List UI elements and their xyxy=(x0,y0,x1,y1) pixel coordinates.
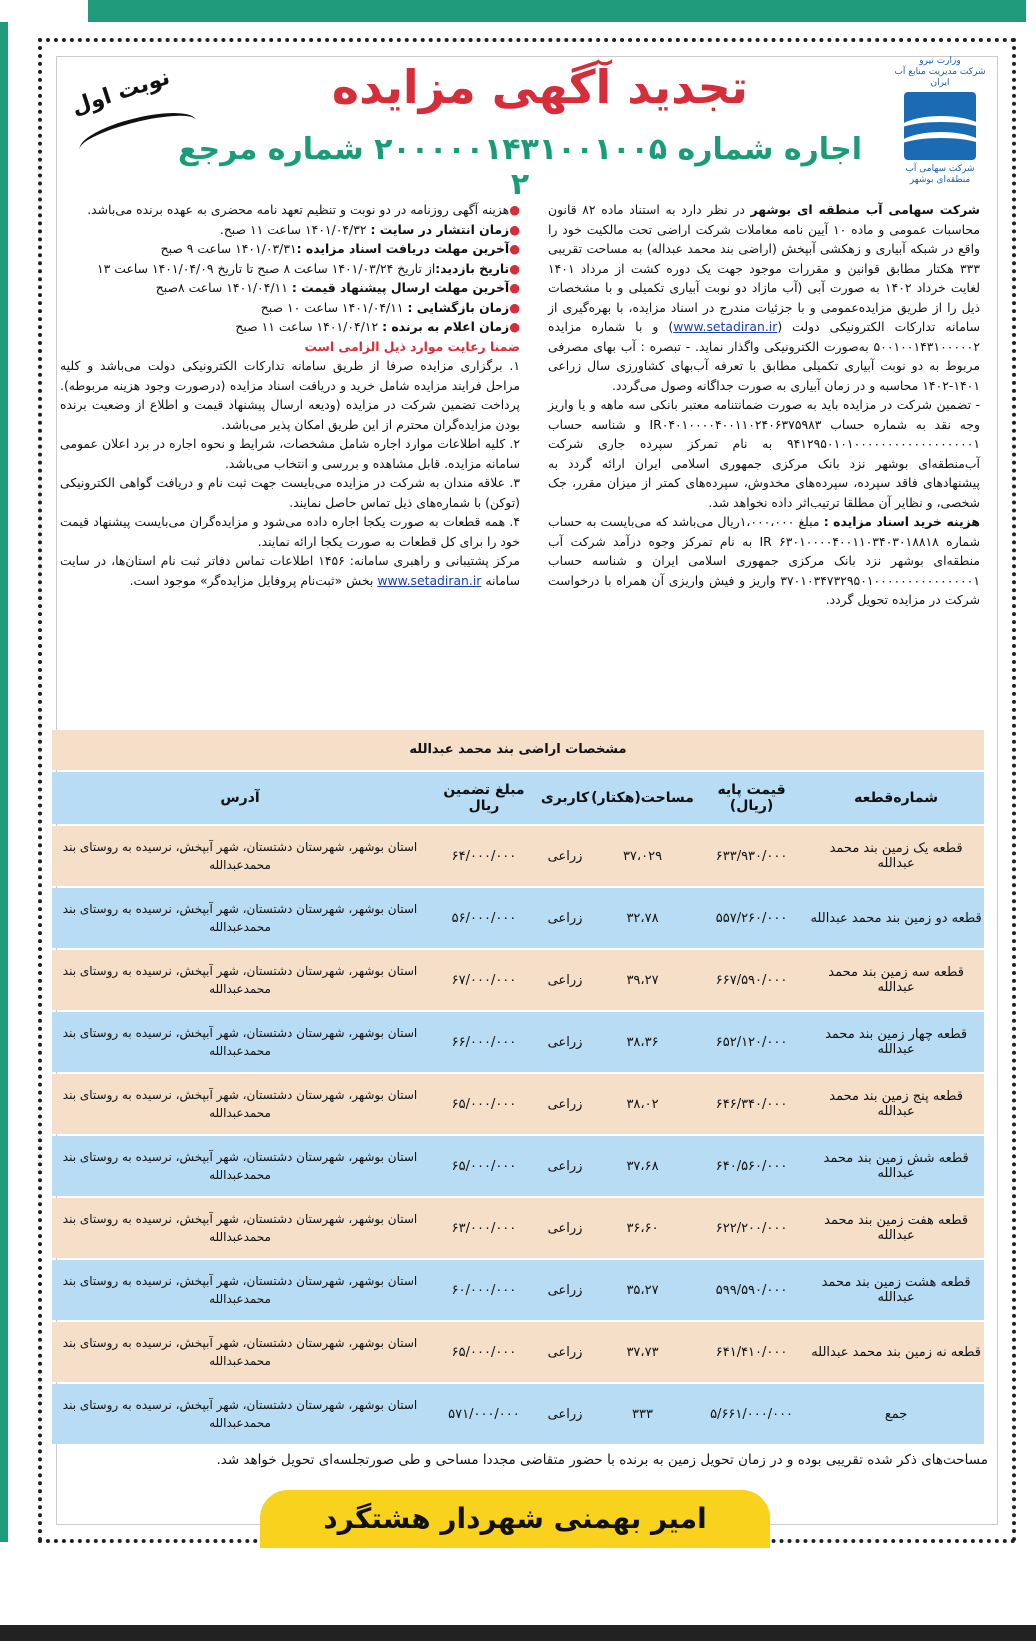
table-cell: قطعه نه زمین بند محمد عبدالله xyxy=(808,1322,984,1382)
opening-time-item: ●زمان بازگشایی : ۱۴۰۱/۰۴/۱۱ ساعت ۱۰ صبح xyxy=(260,299,520,315)
table-cell: ۶۵/۰۰۰/۰۰۰ xyxy=(428,1074,540,1134)
doc-deadline-item: ●آخرین مهلت دریافت اسناد مزایده :۱۴۰۱/۰۳/۳۱ ساعت ۹ صبح xyxy=(160,241,520,256)
table-cell: ۳۳۳ xyxy=(590,1384,695,1444)
table-cell: زراعی xyxy=(540,888,590,948)
ad-cost-item: ●هزینه آگهی روزنامه در دو نوبت و تنظیم تعهد نامه محضری به عهده برنده می‌باشد. xyxy=(87,202,520,217)
table-cell: ۳۹،۲۷ xyxy=(590,950,695,1010)
table-cell: ۵۷۱/۰۰۰/۰۰۰ xyxy=(428,1384,540,1444)
table-row xyxy=(52,1136,984,1196)
table-cell: ۳۷،۷۳ xyxy=(590,1322,695,1382)
table-cell: زراعی xyxy=(540,1322,590,1382)
table-cell: ۶۵۲/۱۲۰/۰۰۰ xyxy=(695,1012,808,1072)
table-cell: ۶۵/۰۰۰/۰۰۰ xyxy=(428,1322,540,1382)
table-cell: قطعه چهار زمین بند محمد عبدالله xyxy=(808,1012,984,1072)
table-cell: ۳۷،۶۸ xyxy=(590,1136,695,1196)
table-cell: ۵۹۹/۵۹۰/۰۰۰ xyxy=(695,1260,808,1320)
table-cell: ۵/۶۶۱/۰۰۰/۰۰۰ xyxy=(695,1384,808,1444)
table-cell: جمع xyxy=(808,1384,984,1444)
notice-heading: ضمنا رعایت موارد ذیل الزامی است xyxy=(304,338,520,354)
bottom-bar xyxy=(0,1625,1036,1641)
table-cell: استان بوشهر، شهرستان دشتستان، شهر آبپخش، نرسیده به روستای بند محمدعبدالله xyxy=(52,1012,428,1072)
nobat-label: نوبت اول xyxy=(68,64,173,121)
page-title: تجدید آگهی مزایده xyxy=(331,60,749,114)
table-cell: استان بوشهر، شهرستان دشتستان، شهر آبپخش، نرسیده به روستای بند محمدعبدالله xyxy=(52,950,428,1010)
table-cell: قطعه شش زمین بند محمد عبدالله xyxy=(808,1136,984,1196)
company-name: شرکت سهامی آب منطقه ای بوشهر xyxy=(750,202,980,217)
bid-deadline-item: ●آخرین مهلت ارسال پیشنهاد قیمت : ۱۴۰۱/۰۴/۱۱ ساعت ۸صبح xyxy=(155,280,520,295)
table-header-cell: کاربری xyxy=(540,772,590,824)
side-accent-bar xyxy=(0,22,8,1542)
table-row xyxy=(52,888,984,948)
table-cell: زراعی xyxy=(540,950,590,1010)
note-2: ۲. کلیه اطلاعات موارد اجاره شامل مشخصات، شرایط و نحوه اجاره در برد اعلان عمومی سامانه مزایده. قابل مشاهده و بررسی و انتخاب می‌باشد. xyxy=(60,436,520,471)
publish-time-item: ●زمان انتشار در سایت : ۱۴۰۱/۰۴/۳۲ ساعت ۱۱ صبح. xyxy=(219,221,520,237)
table-cell: قطعه یک زمین بند محمد عبدالله xyxy=(808,826,984,886)
table-cell: زراعی xyxy=(540,1012,590,1072)
intro-text-end: ) و با شماره مزایده ۵۰۰۱۰۰۱۴۳۱۰۰۰۰۰۲ به‌صورت الکترونیکی واگذار نماید. - تبصره : آب بهای مصرفی مربوط به دو نوبت آبیاری تکمیلی مطابق با تعرفه آب‌بهای کشاورزی سال زراعی ۱۴۰۱-۱۴۰۲ محاسبه و در زمان آبیاری به صورت جداگانه وصول می‌گردد. xyxy=(548,319,980,393)
table-header-row xyxy=(52,772,984,824)
winner-time-item: ●زمان اعلام به برنده : ۱۴۰۱/۰۴/۱۲ ساعت ۱۱ صبح xyxy=(235,319,520,334)
table-row xyxy=(52,1260,984,1320)
table-cell: قطعه هشت زمین بند محمد عبدالله xyxy=(808,1260,984,1320)
table-cell: ۶۳/۰۰۰/۰۰۰ xyxy=(428,1198,540,1258)
note-4: ۴. همه قطعات به صورت یکجا اجاره داده می‌شود و مزایده‌گران می‌بایست پیشنهاد قیمت خود را برای کل قطعات به صورت یکجا ارائه نمایند. xyxy=(60,514,520,549)
table-cell: قطعه سه زمین بند محمد عبدالله xyxy=(808,950,984,1010)
table-cell: ۶۴/۰۰۰/۰۰۰ xyxy=(428,826,540,886)
support-link[interactable]: www.setadiran.ir xyxy=(377,572,482,588)
visit-date-item: ●تاریخ بازدید:از تاریخ ۱۴۰۱/۰۳/۲۴ ساعت ۸ صبح تا تاریخ ۱۴۰۱/۰۴/۰۹ ساعت ۱۳ xyxy=(97,260,520,276)
table-cell: زراعی xyxy=(540,1384,590,1444)
table-cell: زراعی xyxy=(540,826,590,886)
table-cell: ۶۴۶/۳۴۰/۰۰۰ xyxy=(695,1074,808,1134)
logo-bottom-text: شرکت سهامی آب منطقه‌ای بوشهر xyxy=(905,164,975,186)
table-cell: ۶۵/۰۰۰/۰۰۰ xyxy=(428,1136,540,1196)
top-accent-bar xyxy=(88,0,1026,22)
doc-cost-text: مبلغ ۱،۰۰۰،۰۰۰ریال می‌باشد که می‌بایست به حساب شماره IR ۶۳۰۱۰۰۰۰۴۰۰۱۱۰۳۴۰۳۰۱۸۸۱۸ به نام تمرکز وجوه درآمد شرکت آب منطقه‌ای بوشهر نزد بانک مرکزی جمهوری اسلامی ایران و شناسه حساب ۳۷۰۱۰۳۴۷۳۲۹۵۰۱۰۰۰۰۰۰۰۰۰۰۰۰۰۰۰۱ واریز و فیش واریزی آن همراه با درخواست شرکت در مزایده تحویل گردد. xyxy=(548,514,980,607)
table-cell: ۳۶،۶۰ xyxy=(590,1198,695,1258)
table-header-cell: آدرس xyxy=(52,772,428,824)
table-header-cell: مبلغ تضمین ریال xyxy=(428,772,540,824)
table-cell: استان بوشهر، شهرستان دشتستان، شهر آبپخش، نرسیده به روستای بند محمدعبدالله xyxy=(52,1260,428,1320)
table-header-cell: قیمت پایه (ریال) xyxy=(695,772,808,824)
guarantee-text: - تضمین شرکت در مزایده باید به صورت ضمانتنامه معتبر بانکی سه ماهه و یا واریز وجه نقد به شماره حساب IR۰۴۰۱۰۰۰۰۴۰۰۱۱۰۲۴۰۶۳۷۵۹۸۳ و شناسه حساب ۹۴۱۲۹۵۰۱۰۱۰۰۰۰۰۰۰۰۰۰۰۰۰۰۰۰۰۰۱ به نام تمرکز سپرده جاری شرکت آب‌منطقه‌ای بوشهر نزد بانک مرکزی جمهوری اسلامی ایران ارائه گردد به پیشنهادهای فاقد سپرده، سپرده‌های مخدوش، سپرده‌های کمتر از میزان مقرر، جک شخصی، و نظایر آن مطلقا ترتیب‌اثر داده نخواهد شد. xyxy=(548,397,980,510)
table-row xyxy=(52,1384,984,1444)
table-cell: استان بوشهر، شهرستان دشتستان، شهر آبپخش، نرسیده به روستای بند محمدعبدالله xyxy=(52,1074,428,1134)
table-header-cell: شماره‌قطعه xyxy=(808,772,984,824)
table-cell: ۶۷/۰۰۰/۰۰۰ xyxy=(428,950,540,1010)
table-row xyxy=(52,1074,984,1134)
table-cell: ۳۲،۷۸ xyxy=(590,888,695,948)
table-cell: استان بوشهر، شهرستان دشتستان، شهر آبپخش، نرسیده به روستای بند محمدعبدالله xyxy=(52,1322,428,1382)
table-row xyxy=(52,950,984,1010)
table-cell: قطعه هفت زمین بند محمد عبدالله xyxy=(808,1198,984,1258)
table-row xyxy=(52,1012,984,1072)
table-row xyxy=(52,826,984,886)
left-column xyxy=(60,200,520,590)
table-cell: زراعی xyxy=(540,1260,590,1320)
setadiran-link[interactable]: www.setadiran.ir xyxy=(673,319,778,334)
doc-cost-label: هزینه خرید اسناد مزایده : xyxy=(823,514,980,529)
company-logo xyxy=(890,56,990,186)
table-cell: ۶۶/۰۰۰/۰۰۰ xyxy=(428,1012,540,1072)
table-cell: ۳۸،۳۶ xyxy=(590,1012,695,1072)
intro-text: در نظر دارد به استناد ماده ۸۲ قانون محاسبات عمومی و ماده ۱۰ آیین نامه معاملات شرکت اراضی تحت مالکیت خود را واقع در شبکه آبیاری و زهکشی آبپخش (اراضی بند محمد عبداله) به مساحت تقریبی ۳۳۳ هکتار مطابق قوانین و مقررات موجود جهت یک دوره کشت از مرداد ۱۴۰۱ لغایت خرداد ۱۴۰۲ به صورت آبی (آب مازاد دو نوبت آبیاری تکمیلی و با مشخصات ذیل را از طریق مزایده‌عمومی و با جزئیات مندرج در اسناد مزایده، با بهره‌گیری از سامانه تدارکات الکترونیکی دولت ( xyxy=(548,202,981,334)
table-cell: ۵۶/۰۰۰/۰۰۰ xyxy=(428,888,540,948)
table-cell: ۶۴۰/۵۶۰/۰۰۰ xyxy=(695,1136,808,1196)
footnote: مساحت‌های ذکر شده تقریبی بوده و در زمان تحویل زمین به برنده با حضور متقاضی مجددا مساحی و طی صورتجلسه‌ای تحویل خواهد شد. xyxy=(216,1452,988,1468)
table-cell: زراعی xyxy=(540,1074,590,1134)
water-logo-icon xyxy=(904,92,976,160)
table-cell: استان بوشهر، شهرستان دشتستان، شهر آبپخش، نرسیده به روستای بند محمدعبدالله xyxy=(52,1384,428,1444)
table-cell: استان بوشهر، شهرستان دشتستان، شهر آبپخش، نرسیده به روستای بند محمدعبدالله xyxy=(52,1136,428,1196)
land-table xyxy=(52,730,984,1446)
support-text: مرکز پشتیبانی و راهبری سامانه: ۱۴۵۶ اطلاعات تماس دفاتر ثبت نام استان‌ها، در سایت سامانه www.setadiran.ir بخش «ثبت‌نام پروفایل مزایده‌گر» موجود است. xyxy=(60,553,520,588)
table-cell: زراعی xyxy=(540,1136,590,1196)
table-cell: ۳۸،۰۲ xyxy=(590,1074,695,1134)
table-cell: استان بوشهر، شهرستان دشتستان، شهر آبپخش، نرسیده به روستای بند محمدعبدالله xyxy=(52,888,428,948)
table-cell: ۶۰/۰۰۰/۰۰۰ xyxy=(428,1260,540,1320)
note-1: ۱. برگزاری مزایده صرفا از طریق سامانه تدارکات الکترونیکی دولت می‌باشد و کلیه مراحل فرایند مزایده شامل خرید و دریافت اسناد مزایده (درصورت وجود هزینه مربوطه). پرداخت تضمین شرکت در مزایده (ودیعه ارسال پیشنهاد قیمت و اطلاع از وضعیت برنده بودن مزایده‌گران محترم از این طریق امکان پذیر می‌باشد. xyxy=(60,358,520,432)
signature-banner: امیر بهمنی شهردار هشتگرد xyxy=(260,1490,770,1548)
note-3: ۳. علاقه مندان به شرکت در مزایده می‌بایست جهت ثبت نام و دریافت گواهی الکترونیکی (توکن) با شماره‌های ذیل تماس حاصل نمایند. xyxy=(60,475,520,510)
table-cell: استان بوشهر، شهرستان دشتستان، شهر آبپخش، نرسیده به روستای بند محمدعبدالله xyxy=(52,826,428,886)
table-row xyxy=(52,1198,984,1258)
right-column xyxy=(548,200,980,610)
page-subtitle: اجاره شماره ۲۰۰۰۰۰۱۴۳۱۰۰۱۰۰۵ شماره مرجع ۲ xyxy=(178,132,862,202)
table-header-cell: مساحت(هکتار) xyxy=(590,772,695,824)
table-cell: زراعی xyxy=(540,1198,590,1258)
table-cell: ۶۲۲/۲۰۰/۰۰۰ xyxy=(695,1198,808,1258)
table-cell: قطعه دو زمین بند محمد عبدالله xyxy=(808,888,984,948)
table-row xyxy=(52,1322,984,1382)
table-cell: ۶۴۱/۴۱۰/۰۰۰ xyxy=(695,1322,808,1382)
table-cell: ۵۵۷/۲۶۰/۰۰۰ xyxy=(695,888,808,948)
table-cell: ۳۵،۲۷ xyxy=(590,1260,695,1320)
logo-top-text: وزارت نیرو xyxy=(919,56,961,66)
table-caption: مشخصات اراضی بند محمد عبدالله xyxy=(52,730,984,770)
logo-name-text: شرکت مدیریت منابع آب ایران xyxy=(894,66,986,88)
table-cell: استان بوشهر، شهرستان دشتستان، شهر آبپخش، نرسیده به روستای بند محمدعبدالله xyxy=(52,1198,428,1258)
table-cell: ۳۷،۰۲۹ xyxy=(590,826,695,886)
table-cell: ۶۶۷/۵۹۰/۰۰۰ xyxy=(695,950,808,1010)
table-cell: قطعه پنج زمین بند محمد عبدالله xyxy=(808,1074,984,1134)
table-cell: ۶۳۳/۹۳۰/۰۰۰ xyxy=(695,826,808,886)
